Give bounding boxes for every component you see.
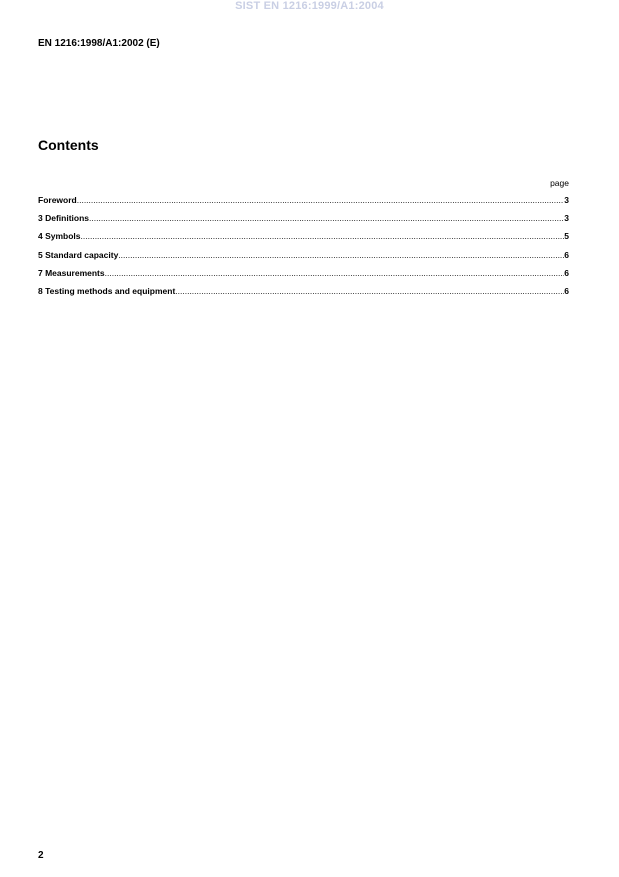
contents-heading: Contents: [38, 137, 99, 153]
toc-entry-label: 7 Measurements: [38, 267, 105, 278]
document-identifier: EN 1216:1998/A1:2002 (E): [38, 38, 160, 49]
toc-entry-page: 3: [564, 195, 569, 205]
page-column-label: page: [550, 178, 569, 188]
toc-entry-label: Foreword: [38, 195, 77, 205]
toc-entry-testing-methods[interactable]: [38, 286, 569, 304]
page-number: 2: [38, 850, 44, 861]
toc-entry-label: 5 Standard capacity: [38, 249, 119, 260]
toc-dot-leader: [89, 213, 564, 223]
toc-entry-page: 3: [564, 213, 569, 224]
toc-entry-page: 6: [564, 285, 569, 296]
toc-entry-page: 6: [564, 249, 569, 260]
toc-entry-symbols[interactable]: [38, 231, 569, 249]
table-of-contents: [38, 195, 569, 304]
toc-entry-measurements[interactable]: [38, 268, 569, 286]
toc-entry-foreword[interactable]: [38, 195, 569, 213]
watermark: SIST EN 1216:1999/A1:2004: [235, 0, 384, 12]
toc-entry-standard-capacity[interactable]: [38, 250, 569, 268]
toc-dot-leader: [118, 250, 564, 260]
toc-dot-leader: [175, 286, 564, 296]
toc-dot-leader: [81, 231, 565, 241]
toc-dot-leader: [77, 195, 565, 205]
toc-entry-page: 6: [564, 267, 569, 278]
toc-entry-label: 8 Testing methods and equipment: [38, 285, 176, 296]
toc-entry-definitions[interactable]: [38, 213, 569, 231]
toc-entry-label: 4 Symbols: [38, 231, 81, 242]
toc-entry-label: 3 Definitions: [38, 213, 90, 224]
toc-dot-leader: [105, 268, 565, 278]
toc-entry-page: 5: [564, 231, 569, 242]
